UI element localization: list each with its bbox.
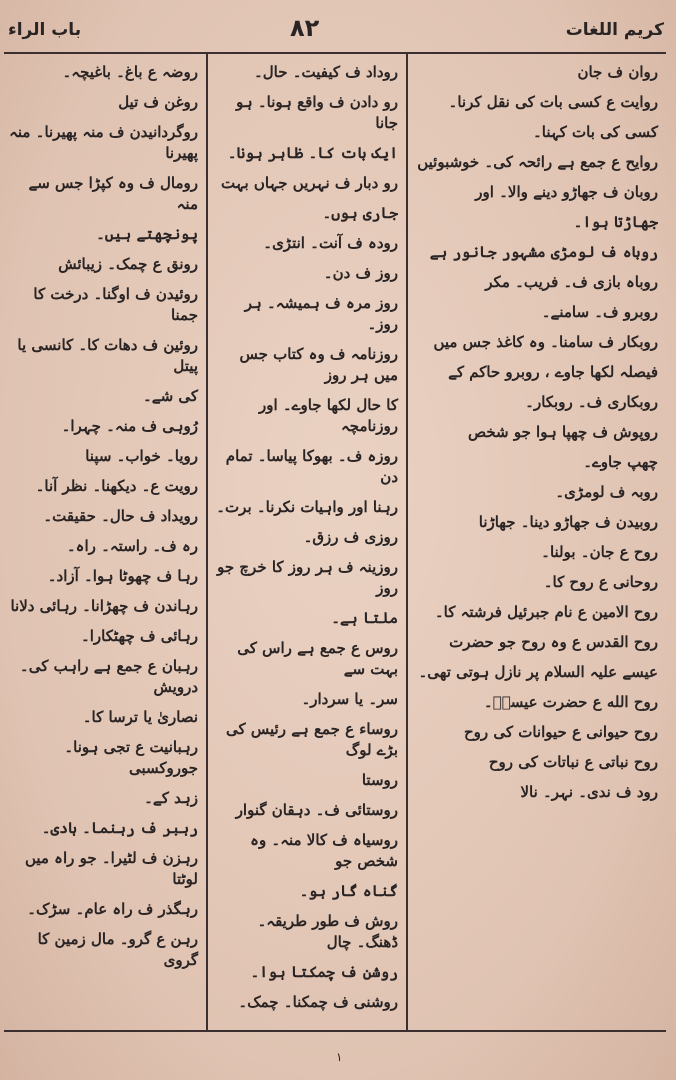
dictionary-entry: روزنامہ ف وہ کتاب جس میں ہر روز xyxy=(239,345,398,384)
dictionary-entry: عیسے علیہ السلام پر نازل ہوتی تھی۔ xyxy=(418,663,658,681)
dictionary-entry: رو دادن ف واقع ہونا۔ ہو جانا xyxy=(236,93,398,132)
dictionary-entry: روساء ع جمع ہے رئیس کی بڑے لوگ xyxy=(226,720,398,759)
dictionary-entry: ایک بات کا۔ ظاہر ہونا۔ xyxy=(227,144,398,162)
dictionary-entry: سر۔ یا سردار۔ xyxy=(301,690,398,708)
dictionary-entry: روپوش ف چھپا ہوا جو شخص xyxy=(467,423,658,441)
dictionary-entry: رہن ع گرو۔ مال زمین کا گروی xyxy=(37,930,198,969)
dictionary-entry: روستا xyxy=(361,771,398,789)
dictionary-entry: رہگذر ف راہ عام۔ سڑک۔ xyxy=(27,900,198,918)
dictionary-entry: روبہ ف لومڑی۔ xyxy=(555,483,658,501)
book-title: کریم اللغات xyxy=(565,20,664,40)
dictionary-entry: چھپ جاوے۔ xyxy=(583,453,658,471)
dictionary-entry: روبکار ف سامنا۔ وہ کاغذ جس میں xyxy=(433,333,658,351)
dictionary-entry: رود ف ندی۔ نہر۔ نالا xyxy=(520,783,658,801)
dictionary-entry: روزی ف رزق۔ xyxy=(303,528,398,546)
dictionary-entry: پونچھتے ہیں۔ xyxy=(96,225,198,243)
dictionary-entry: روبکاری ف۔ روبکار۔ xyxy=(525,393,658,411)
dictionary-entry: روئیدن ف اوگنا۔ درخت کا جمنا xyxy=(33,285,198,324)
column-right xyxy=(406,54,666,1030)
dictionary-entry: روزینہ ف ہر روز کا خرچ جو روز xyxy=(217,558,398,597)
page-header xyxy=(0,12,676,52)
dictionary-entry: روبان ف جھاڑو دینے والا۔ اور xyxy=(475,183,658,201)
footer-mark: ۱ xyxy=(336,1050,343,1064)
dictionary-entry: رہزن ف لٹیرا۔ جو راہ میں لوٹتا xyxy=(24,849,198,888)
dictionary-entry: گناہ گار ہو۔ xyxy=(299,882,398,900)
dictionary-entry: روز مرہ ف ہمیشہ۔ ہر روز۔ xyxy=(244,294,398,333)
columns-frame xyxy=(4,52,666,1032)
dictionary-entry: روداد ف کیفیت۔ حال۔ xyxy=(253,63,398,81)
column-middle xyxy=(206,54,406,1030)
dictionary-entry: رویت ع۔ دیکھنا۔ نظر آنا۔ xyxy=(35,477,198,495)
dictionary-entry: رودہ ف آنت۔ انتڑی۔ xyxy=(263,234,398,252)
dictionary-entry: رومال ف وہ کپڑا جس سے منہ xyxy=(28,174,198,213)
dictionary-entry: جاری ہوں۔ xyxy=(322,204,398,222)
dictionary-entry: روشن ف چمکتا ہوا۔ xyxy=(250,963,398,981)
column-left xyxy=(4,54,206,1030)
dictionary-entry: روح القدس ع وہ روح جو حضرت xyxy=(449,633,658,651)
dictionary-entry: زہد کے۔ xyxy=(144,789,198,807)
dictionary-entry: روغن ف تیل xyxy=(118,93,198,111)
dictionary-entry: رہ ف۔ راستہ۔ راہ۔ xyxy=(66,537,198,555)
dictionary-entry: روح حیوانی ع حیوانات کی روح xyxy=(463,723,658,741)
dictionary-entry: روباہ بازی ف۔ فریب۔ مکر xyxy=(485,273,658,291)
dictionary-entry: روستائی ف۔ دہقان گنوار xyxy=(235,801,398,819)
dictionary-entry: رہنا اور واہیات نکرنا۔ برت۔ xyxy=(216,498,398,516)
section-title: باب الراء xyxy=(8,20,82,40)
dictionary-entry: رہائی ف چھٹکارا۔ xyxy=(80,627,198,645)
dictionary-entry: روح ع جان۔ بولنا۔ xyxy=(541,543,658,561)
dictionary-entry: روان ف جان xyxy=(577,63,658,81)
dictionary-entry: روگردانیدن ف منہ پھیرنا۔ منہ پھیرنا xyxy=(9,123,198,162)
dictionary-entry: روح نباتی ع نباتات کی روح xyxy=(488,753,658,771)
dictionary-entry: روحانی ع روح کا۔ xyxy=(543,573,658,591)
dictionary-entry: روئین ف دھات کا۔ کانسی یا پیتل xyxy=(17,336,198,375)
dictionary-entry: روایح ع جمع ہے رائحہ کی۔ خوشبوئیں xyxy=(417,153,658,171)
dictionary-entry: ملتا ہے۔ xyxy=(331,609,398,627)
dictionary-entry: رہاندن ف چھڑانا۔ رہائی دلانا xyxy=(10,597,198,615)
page-number: ۸۲ xyxy=(290,14,320,42)
dictionary-entry: روزہ ف۔ بھوکا پیاسا۔ تمام دن xyxy=(225,447,398,486)
dictionary-entry: رویا۔ خواب۔ سپنا xyxy=(85,447,198,465)
dictionary-entry: رہا ف چھوٹا ہوا۔ آزاد۔ xyxy=(47,567,198,585)
dictionary-entry: روبرو ف۔ سامنے۔ xyxy=(541,303,658,321)
dictionary-entry: روشنی ف چمکنا۔ چمک۔ xyxy=(238,993,398,1011)
dictionary-entry: روس ع جمع ہے راس کی بہت سے xyxy=(237,639,398,678)
dictionary-entry: روز ف دن۔ xyxy=(323,264,398,282)
dictionary-entry: روح الامین ع نام جبرئیل فرشتہ کا۔ xyxy=(434,603,658,621)
dictionary-entry: روح الله ع حضرت عیسےؑ۔ xyxy=(483,693,658,711)
dictionary-entry: روش ف طور طریقہ۔ ڈھنگ۔ چال xyxy=(257,912,398,951)
dictionary-entry: جھاڑتا ہوا۔ xyxy=(573,213,658,231)
dictionary-entry: رہبان ع جمع ہے راہب کی۔ درویش xyxy=(19,657,198,696)
dictionary-entry: روضہ ع باغ۔ باغیچہ۔ xyxy=(62,63,198,81)
dictionary-entry: نصاریٰ یا ترسا کا۔ xyxy=(82,708,198,726)
dictionary-entry: روسیاہ ف کالا منہ۔ وہ شخص جو xyxy=(250,831,398,870)
dictionary-entry: رہبر ف رہنما۔ ہادی۔ xyxy=(41,819,198,837)
dictionary-entry: رونق ع چمک۔ زیبائش xyxy=(58,255,198,273)
dictionary-entry: کی شے۔ xyxy=(142,387,198,405)
dictionary-entry: کا حال لکھا جاوے۔ اور روزنامچہ xyxy=(259,396,398,435)
dictionary-entry: رُوہی ف منہ۔ چہرا۔ xyxy=(61,417,198,435)
dictionary-entry: فیصلہ لکھا جاوے ، روبرو حاکم کے xyxy=(448,363,658,381)
dictionary-entry: رویداد ف حال۔ حقیقت۔ xyxy=(43,507,198,525)
dictionary-entry: روباہ ف لومڑی مشہور جانور ہے xyxy=(429,243,658,261)
dictionary-entry: روایت ع کسی بات کی نقل کرنا۔ xyxy=(448,93,658,111)
dictionary-entry: کسی کی بات کہنا۔ xyxy=(532,123,658,141)
dictionary-entry: رہبانیت ع تجی ہونا۔ جوروکسبی xyxy=(64,738,198,777)
dictionary-entry: رو دبار ف نہریں جہاں بہت xyxy=(221,174,398,192)
dictionary-entry: روبیدن ف جھاڑو دینا۔ جھاڑنا xyxy=(478,513,658,531)
